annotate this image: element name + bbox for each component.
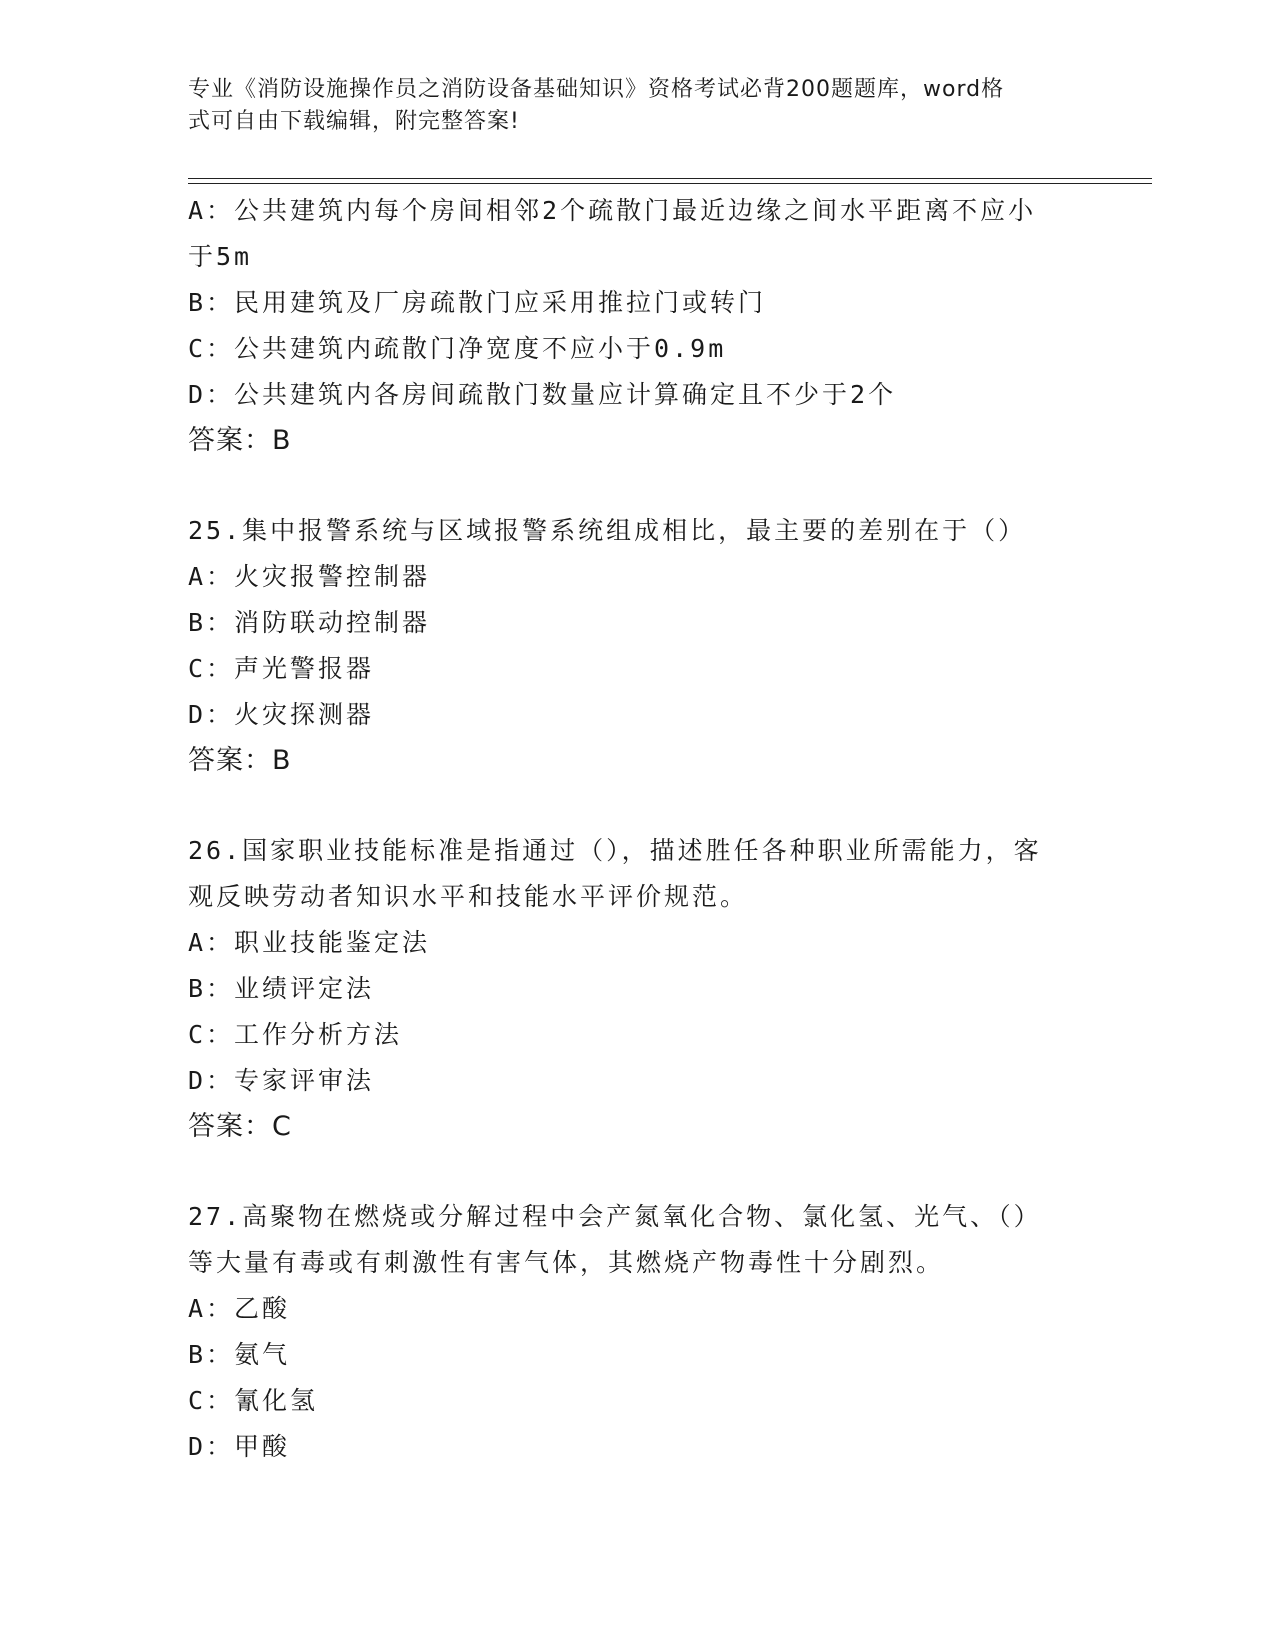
question-24 xyxy=(188,188,1088,464)
header-divider-bottom xyxy=(188,183,1152,184)
option-d: D：公共建筑内各房间疏散门数量应计算确定且不少于2个 xyxy=(188,380,897,409)
spacer xyxy=(188,1150,1088,1194)
option-d: D：甲酸 xyxy=(188,1432,291,1461)
option-a: A：火灾报警控制器 xyxy=(188,562,431,591)
option-c: C：声光警报器 xyxy=(188,654,375,683)
question-stem-line-2: 等大量有毒或有刺激性有害气体，其燃烧产物毒性十分剧烈。 xyxy=(188,1248,945,1277)
question-25 xyxy=(188,508,1088,784)
question-27 xyxy=(188,1194,1088,1470)
option-a: A：职业技能鉴定法 xyxy=(188,928,431,957)
option-a: A：乙酸 xyxy=(188,1294,291,1323)
option-a-line-1: A：公共建筑内每个房间相邻2个疏散门最近边缘之间水平距离不应小 xyxy=(188,196,1037,225)
answer: 答案：B xyxy=(188,745,292,776)
answer: 答案：B xyxy=(188,425,292,456)
option-b: B：消防联动控制器 xyxy=(188,608,431,637)
spacer xyxy=(188,784,1088,828)
question-stem-line-2: 观反映劳动者知识水平和技能水平评价规范。 xyxy=(188,882,749,911)
option-d: D：火灾探测器 xyxy=(188,700,375,729)
option-c: C：公共建筑内疏散门净宽度不应小于0.9m xyxy=(188,334,727,363)
header-line-1: 专业《消防设施操作员之消防设备基础知识》资格考试必背200题题库，word格 xyxy=(188,77,1005,102)
question-stem-line-1: 26.国家职业技能标准是指通过（），描述胜任各种职业所需能力，客 xyxy=(188,836,1042,865)
option-c: C：氰化氢 xyxy=(188,1386,319,1415)
question-stem: 25.集中报警系统与区域报警系统组成相比，最主要的差别在于（） xyxy=(188,516,1027,545)
option-b: B：民用建筑及厂房疏散门应采用推拉门或转门 xyxy=(188,288,767,317)
question-stem-line-1: 27.高聚物在燃烧或分解过程中会产氮氧化合物、氯化氢、光气、（） xyxy=(188,1202,1042,1231)
option-d: D：专家评审法 xyxy=(188,1066,375,1095)
answer: 答案：C xyxy=(188,1111,292,1142)
option-b: B：业绩评定法 xyxy=(188,974,375,1003)
header-divider-top xyxy=(188,178,1152,179)
spacer xyxy=(188,464,1088,508)
question-26 xyxy=(188,828,1088,1150)
document-header xyxy=(188,74,1068,138)
question-list xyxy=(188,188,1088,1470)
header-line-2: 式可自由下载编辑，附完整答案! xyxy=(188,109,520,134)
option-c: C：工作分析方法 xyxy=(188,1020,403,1049)
option-a-line-2: 于5m xyxy=(188,242,253,271)
option-b: B：氨气 xyxy=(188,1340,291,1369)
